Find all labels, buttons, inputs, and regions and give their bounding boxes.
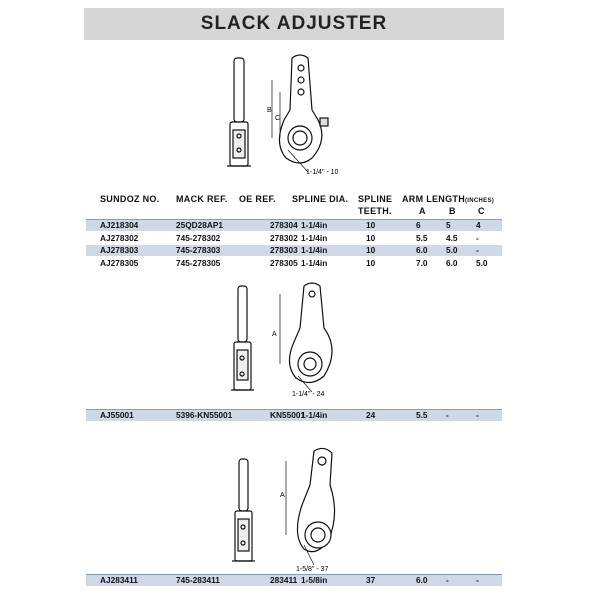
header-spline-1: SPLINE xyxy=(358,194,393,204)
table-cell: 278305 xyxy=(270,258,298,268)
table-row xyxy=(86,233,502,244)
table-cell: AJ218304 xyxy=(100,220,139,230)
table-cell: 745-278303 xyxy=(176,245,221,255)
dim-c-label: C xyxy=(275,115,281,122)
header-arm-length xyxy=(402,194,494,204)
title-bar xyxy=(84,8,504,40)
header-mack: MACK REF. xyxy=(176,194,228,204)
header-sundoz: SUNDOZ NO. xyxy=(100,194,160,204)
table-cell: 7.0 xyxy=(416,258,428,268)
table-cell: KN55001 xyxy=(270,410,306,420)
inches-text: (INCHES) xyxy=(465,198,495,204)
slack-adjuster-diagram-1 xyxy=(200,50,370,180)
table-cell: 745-278305 xyxy=(176,258,221,268)
table-cell: AJ55001 xyxy=(100,410,134,420)
spline-label-2: 1-1/4" - 24 xyxy=(292,391,325,398)
table-cell: 25QD28AP1 xyxy=(176,220,224,230)
table-cell: 5.0 xyxy=(446,245,458,255)
table-cell: - xyxy=(446,410,449,420)
arm-length-text: ARM LENGTH xyxy=(402,194,465,204)
page-title: SLACK ADJUSTER xyxy=(200,13,388,34)
dim-b-label: B xyxy=(267,107,272,114)
header-spline-2: TEETH. xyxy=(358,206,392,216)
table-cell: 10 xyxy=(366,233,376,243)
table-cell: 5 xyxy=(446,220,451,230)
spline-label-3: 1-5/8" - 37 xyxy=(296,566,329,573)
table-cell: 10 xyxy=(366,245,376,255)
header-a: A xyxy=(419,206,426,216)
table-cell: 1-1/4in xyxy=(301,245,328,255)
table-cell: 24 xyxy=(366,410,376,420)
table-cell: 278303 xyxy=(270,245,298,255)
table-cell: - xyxy=(476,410,479,420)
table-cell: 745-278302 xyxy=(176,233,221,243)
table-cell: 6.0 xyxy=(416,575,428,585)
dim-a-label: A xyxy=(272,331,277,338)
table-cell: - xyxy=(476,233,479,243)
table-row xyxy=(86,410,502,421)
dim-a-label-3: A xyxy=(280,492,285,499)
table-cell: - xyxy=(476,575,479,585)
table-cell: 5396-KN55001 xyxy=(176,410,233,420)
table-row xyxy=(86,245,502,256)
table-cell: 278302 xyxy=(270,233,298,243)
table-cell: 10 xyxy=(366,258,376,268)
header-spline-dia: SPLINE DIA. xyxy=(292,194,349,204)
spline-label-1: 1-1/4" - 10 xyxy=(306,169,339,176)
table-cell: 1-5/8in xyxy=(301,575,328,585)
table-cell: 5.5 xyxy=(416,233,428,243)
table-cell: 283411 xyxy=(270,575,298,585)
table-row xyxy=(86,258,502,269)
table-cell: - xyxy=(446,575,449,585)
table-cell: 4.5 xyxy=(446,233,458,243)
table-cell: 1-1/4in xyxy=(301,233,328,243)
table-cell: 6.0 xyxy=(446,258,458,268)
table-cell: 37 xyxy=(366,575,376,585)
table-cell: 10 xyxy=(366,220,376,230)
header-c: C xyxy=(478,206,485,216)
table-cell: AJ278302 xyxy=(100,233,139,243)
table-row xyxy=(86,220,502,231)
table-row xyxy=(86,575,502,586)
table-cell: AJ278303 xyxy=(100,245,139,255)
slack-adjuster-diagram-3 xyxy=(200,445,370,575)
table-cell: AJ283411 xyxy=(100,575,138,585)
table-cell: 6.0 xyxy=(416,245,428,255)
table-cell: 1-1/4in xyxy=(301,410,328,420)
table-cell: 5.0 xyxy=(476,258,488,268)
slack-adjuster-diagram-2 xyxy=(200,280,370,402)
table-cell: 4 xyxy=(476,220,481,230)
table-cell: 745-283411 xyxy=(176,575,220,585)
table-cell: 1-1/4in xyxy=(301,258,328,268)
table-cell: 1-1/4in xyxy=(301,220,328,230)
table-cell: AJ278305 xyxy=(100,258,139,268)
table-cell: 6 xyxy=(416,220,421,230)
header-oe: OE REF. xyxy=(239,194,277,204)
table-cell: 278304 xyxy=(270,220,298,230)
table-cell: - xyxy=(476,245,479,255)
header-b: B xyxy=(449,206,456,216)
table-cell: 5.5 xyxy=(416,410,428,420)
